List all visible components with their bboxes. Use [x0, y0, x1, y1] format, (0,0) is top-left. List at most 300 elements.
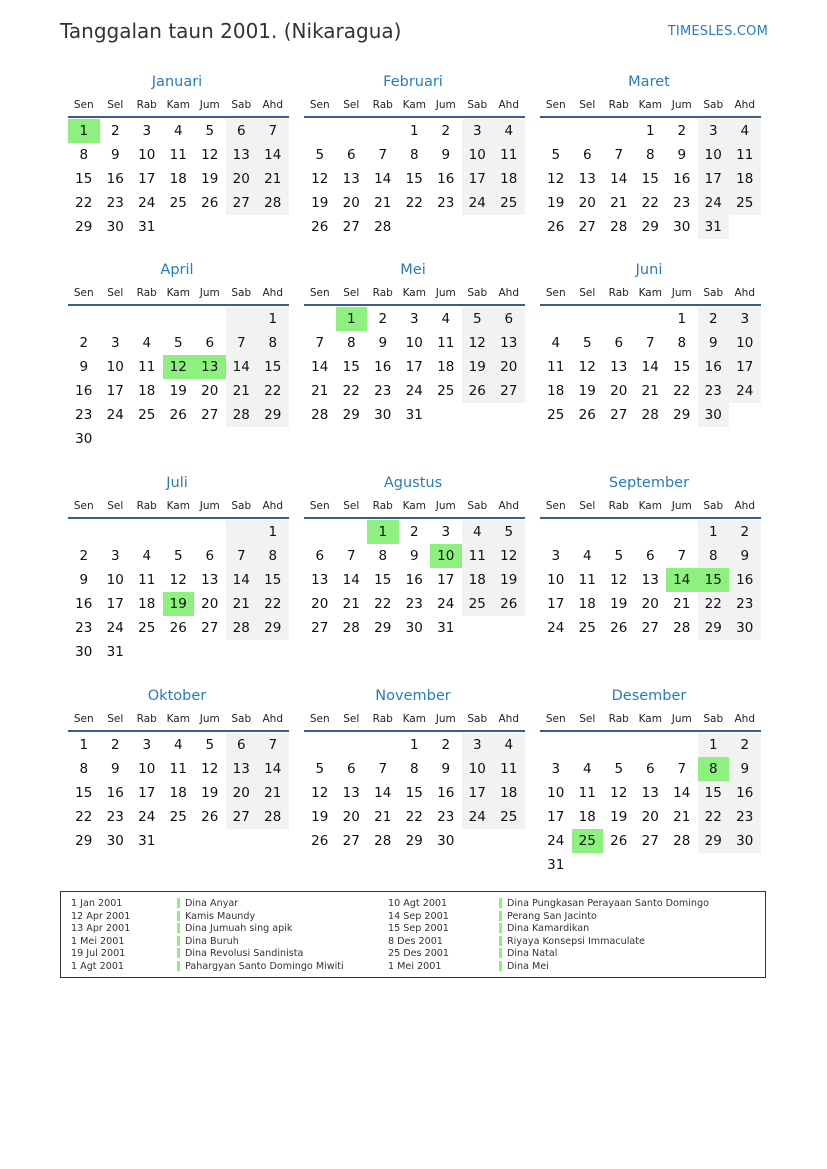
day-cell: 2	[441, 737, 451, 753]
day-cell: 6	[493, 307, 525, 331]
day-cell: 27	[641, 833, 659, 849]
day-cell: 5	[551, 147, 561, 163]
day-cell: 3	[409, 311, 419, 327]
day-cell: 17	[729, 355, 761, 379]
empty-cell	[540, 520, 572, 544]
day-cell: 3	[441, 524, 451, 540]
day-cell: 7	[677, 761, 687, 777]
day-cell: 30	[405, 620, 423, 636]
month-name: Desember	[611, 688, 687, 704]
day-cell: 17	[547, 596, 565, 612]
day-cell: 27	[610, 407, 628, 423]
day-cell: 21	[374, 195, 392, 211]
holiday-legend	[60, 891, 766, 978]
day-cell: 22	[698, 805, 730, 829]
day-cell: 7	[226, 331, 258, 355]
day-cell: 19	[610, 809, 628, 825]
empty-cell	[304, 520, 336, 544]
weekday-label: Sab	[467, 713, 488, 725]
weekday-label: Sen	[73, 287, 94, 299]
day-cell: 15	[698, 781, 730, 805]
day-cell: 8	[257, 544, 289, 568]
day-cell: 4	[173, 737, 183, 753]
day-cell: 18	[138, 383, 156, 399]
empty-cell	[572, 733, 604, 757]
legend-holiday	[177, 911, 344, 924]
month-juni	[537, 258, 761, 427]
day-cell: 18	[169, 785, 187, 801]
day-cell: 8	[677, 335, 687, 351]
day-cell: 24	[547, 620, 565, 636]
day-cell: 15	[374, 572, 392, 588]
day-cell: 14	[257, 143, 289, 167]
weekday-label: Rab	[372, 287, 393, 299]
weekday-header	[304, 495, 525, 519]
day-cell: 27	[641, 620, 659, 636]
day-cell: 17	[106, 383, 124, 399]
day-cell: 11	[169, 147, 187, 163]
day-cell: 8	[378, 548, 388, 564]
day-cell: 26	[578, 407, 596, 423]
day-cell: 12	[610, 785, 628, 801]
legend-date: 15 Sep 2001	[388, 923, 449, 934]
legend-date: 13 Apr 2001	[71, 923, 131, 934]
month-name: Juli	[166, 475, 188, 491]
day-cell: 21	[257, 167, 289, 191]
day-cell: 18	[547, 383, 565, 399]
day-cell: 17	[547, 809, 565, 825]
month-name: April	[160, 262, 194, 278]
weekday-label: Ahd	[498, 287, 519, 299]
weekday-header	[540, 94, 761, 118]
legend-date: 1 Agt 2001	[71, 960, 125, 972]
day-cell: 5	[315, 761, 325, 777]
day-cell: 26	[610, 833, 628, 849]
day-cell: 15	[75, 171, 93, 187]
holiday-day-cell: 12	[163, 355, 195, 379]
day-cell: 2	[110, 737, 120, 753]
day-cell: 1	[409, 123, 419, 139]
day-cell: 21	[257, 781, 289, 805]
day-cell: 28	[641, 407, 659, 423]
day-cell: 6	[315, 548, 325, 564]
day-cell: 30	[673, 219, 691, 235]
day-cell: 7	[614, 147, 624, 163]
day-cell: 19	[462, 355, 494, 379]
day-cell: 16	[405, 572, 423, 588]
day-cell: 15	[405, 171, 423, 187]
month-name: Agustus	[383, 475, 443, 491]
legend-date: 8 Des 2001	[388, 935, 443, 947]
weekday-label: Sen	[545, 500, 566, 512]
holiday-day-cell: 10	[430, 544, 462, 568]
day-cell: 8	[645, 147, 655, 163]
holiday-marker-icon	[499, 923, 502, 933]
day-cell: 14	[673, 785, 691, 801]
day-cell: 11	[578, 572, 596, 588]
weekday-label: Rab	[608, 500, 629, 512]
empty-cell	[603, 119, 635, 143]
day-cell: 23	[405, 596, 423, 612]
holiday-day-cell: 13	[194, 355, 226, 379]
holiday-marker-icon	[177, 948, 180, 958]
day-cell: 21	[610, 195, 628, 211]
day-cell: 20	[226, 781, 258, 805]
weekday-label: Jum	[671, 713, 692, 725]
holiday-marker-icon	[177, 911, 180, 921]
day-cell: 19	[578, 383, 596, 399]
day-cell: 14	[610, 171, 628, 187]
day-cell: 4	[173, 123, 183, 139]
day-cell: 11	[493, 143, 525, 167]
day-cell: 24	[106, 620, 124, 636]
day-cell: 19	[610, 596, 628, 612]
day-cell: 20	[641, 596, 659, 612]
day-cell: 11	[729, 143, 761, 167]
day-cell: 8	[698, 544, 730, 568]
month-name: Februari	[383, 74, 443, 90]
day-cell: 12	[169, 572, 187, 588]
day-cell: 13	[342, 785, 360, 801]
day-cell: 4	[493, 733, 525, 757]
day-cell: 25	[138, 620, 156, 636]
day-cell: 26	[311, 833, 329, 849]
legend-date: 12 Apr 2001	[71, 910, 131, 922]
month-maret	[537, 70, 761, 239]
day-cell: 24	[462, 191, 494, 215]
day-cell: 21	[226, 379, 258, 403]
weekday-header	[304, 282, 525, 306]
day-cell: 21	[311, 383, 329, 399]
weekday-label: Sen	[545, 713, 566, 725]
day-cell: 25	[462, 592, 494, 616]
day-cell: 26	[610, 620, 628, 636]
legend-dates-left	[71, 898, 130, 973]
day-cell: 15	[405, 785, 423, 801]
legend-date: 19 Jul 2001	[71, 948, 126, 959]
day-cell: 24	[405, 383, 423, 399]
day-cell: 28	[226, 616, 258, 640]
day-cell: 13	[610, 359, 628, 375]
holiday-marker-icon	[177, 961, 180, 971]
day-cell: 20	[342, 195, 360, 211]
day-cell: 9	[441, 147, 451, 163]
day-cell: 22	[405, 809, 423, 825]
empty-cell	[572, 119, 604, 143]
day-cell: 12	[610, 572, 628, 588]
day-cell: 24	[462, 805, 494, 829]
brand-link[interactable]: TIMESLES.COM	[667, 24, 768, 39]
day-cell: 1	[677, 311, 687, 327]
month-juli	[65, 471, 289, 664]
legend-holiday	[499, 911, 709, 924]
day-cell: 11	[462, 544, 494, 568]
day-cell: 22	[75, 195, 93, 211]
legend-names-left	[177, 898, 344, 973]
month-februari	[301, 70, 525, 239]
day-cell: 20	[311, 596, 329, 612]
weekday-label: Sel	[343, 287, 360, 299]
month-november	[301, 684, 525, 853]
day-cell: 27	[342, 219, 360, 235]
day-cell: 2	[378, 311, 388, 327]
weekday-label: Ahd	[498, 713, 519, 725]
day-cell: 7	[378, 761, 388, 777]
day-cell: 29	[405, 833, 423, 849]
empty-cell	[603, 733, 635, 757]
empty-cell	[163, 520, 195, 544]
legend-date: 25 Des 2001	[388, 948, 450, 959]
day-cell: 13	[226, 143, 258, 167]
day-cell: 23	[75, 620, 93, 636]
day-cell: 28	[374, 833, 392, 849]
holiday-day-cell: 25	[572, 829, 604, 853]
day-cell: 25	[493, 805, 525, 829]
day-cell: 11	[169, 761, 187, 777]
holiday-day-cell: 14	[666, 568, 698, 592]
day-cell: 14	[641, 359, 659, 375]
weekday-label: Rab	[136, 713, 157, 725]
day-grid	[68, 307, 289, 451]
holiday-marker-icon	[177, 898, 180, 908]
day-cell: 14	[226, 355, 258, 379]
day-grid	[540, 307, 761, 427]
day-grid	[304, 119, 525, 239]
day-cell: 16	[75, 596, 93, 612]
empty-cell	[603, 307, 635, 331]
legend-holiday	[499, 936, 709, 949]
weekday-label: Rab	[372, 713, 393, 725]
legend-holiday	[499, 898, 709, 911]
day-cell: 4	[582, 548, 592, 564]
day-cell: 12	[578, 359, 596, 375]
day-cell: 3	[729, 307, 761, 331]
day-cell: 19	[311, 809, 329, 825]
day-cell: 23	[673, 195, 691, 211]
day-cell: 29	[75, 219, 93, 235]
day-cell: 5	[315, 147, 325, 163]
day-cell: 10	[547, 572, 565, 588]
month-mei	[301, 258, 525, 427]
day-cell: 10	[106, 359, 124, 375]
day-cell: 29	[257, 616, 289, 640]
day-cell: 22	[257, 379, 289, 403]
legend-holiday-name: Kamis Maundy	[185, 910, 256, 922]
day-cell: 17	[405, 359, 423, 375]
day-cell: 27	[201, 620, 219, 636]
day-grid	[304, 307, 525, 427]
weekday-label: Kam	[166, 500, 190, 512]
day-cell: 8	[79, 147, 89, 163]
day-cell: 23	[75, 407, 93, 423]
weekday-label: Ahd	[734, 713, 755, 725]
empty-cell	[100, 520, 132, 544]
day-grid	[540, 119, 761, 239]
day-cell: 11	[493, 757, 525, 781]
day-cell: 25	[169, 809, 187, 825]
day-cell: 16	[698, 355, 730, 379]
legend-date: 1 Mei 2001	[71, 935, 125, 947]
day-cell: 20	[226, 167, 258, 191]
weekday-label: Sab	[703, 500, 724, 512]
day-cell: 3	[551, 761, 561, 777]
holiday-marker-icon	[499, 936, 502, 946]
day-cell: 29	[698, 829, 730, 853]
day-cell: 26	[169, 407, 187, 423]
day-cell: 14	[226, 568, 258, 592]
weekday-label: Kam	[638, 287, 662, 299]
day-cell: 18	[462, 568, 494, 592]
weekday-label: Sel	[579, 287, 596, 299]
empty-cell	[666, 733, 698, 757]
weekday-label: Sen	[309, 287, 330, 299]
day-cell: 23	[698, 379, 730, 403]
weekday-label: Sel	[107, 287, 124, 299]
weekday-label: Rab	[372, 99, 393, 111]
day-cell: 29	[75, 833, 93, 849]
day-cell: 7	[645, 335, 655, 351]
day-cell: 31	[437, 620, 455, 636]
empty-cell	[635, 733, 667, 757]
weekday-label: Sen	[73, 713, 94, 725]
weekday-label: Ahd	[262, 713, 283, 725]
legend-date: 14 Sep 2001	[388, 910, 449, 922]
day-cell: 11	[138, 359, 156, 375]
day-cell: 10	[698, 143, 730, 167]
legend-holiday	[177, 961, 344, 974]
day-cell: 27	[226, 191, 258, 215]
day-cell: 9	[677, 147, 687, 163]
weekday-label: Sab	[703, 287, 724, 299]
day-cell: 25	[493, 191, 525, 215]
day-cell: 30	[75, 644, 93, 660]
day-cell: 22	[698, 592, 730, 616]
day-cell: 30	[106, 219, 124, 235]
day-cell: 31	[138, 219, 156, 235]
day-grid	[304, 520, 525, 640]
weekday-label: Sel	[107, 713, 124, 725]
weekday-label: Sab	[467, 287, 488, 299]
day-cell: 2	[677, 123, 687, 139]
day-cell: 4	[462, 520, 494, 544]
day-cell: 23	[729, 592, 761, 616]
day-cell: 28	[257, 805, 289, 829]
holiday-marker-icon	[499, 948, 502, 958]
weekday-label: Sab	[467, 99, 488, 111]
day-cell: 6	[226, 733, 258, 757]
day-cell: 26	[169, 620, 187, 636]
empty-cell	[367, 733, 399, 757]
weekday-label: Jum	[435, 500, 456, 512]
day-cell: 9	[110, 147, 120, 163]
day-cell: 25	[547, 407, 565, 423]
day-cell: 5	[582, 335, 592, 351]
weekday-header	[540, 708, 761, 732]
empty-cell	[100, 307, 132, 331]
weekday-label: Jum	[199, 500, 220, 512]
weekday-header	[540, 495, 761, 519]
day-cell: 5	[614, 761, 624, 777]
weekday-label: Rab	[136, 500, 157, 512]
weekday-label: Sel	[107, 500, 124, 512]
day-cell: 13	[578, 171, 596, 187]
weekday-label: Ahd	[262, 287, 283, 299]
day-cell: 4	[142, 548, 152, 564]
day-cell: 4	[441, 311, 451, 327]
legend-date: 10 Agt 2001	[388, 898, 448, 909]
weekday-label: Sab	[231, 287, 252, 299]
day-cell: 30	[729, 829, 761, 853]
day-cell: 7	[257, 119, 289, 143]
empty-cell	[336, 520, 368, 544]
day-cell: 11	[138, 572, 156, 588]
day-cell: 26	[462, 379, 494, 403]
day-cell: 10	[405, 335, 423, 351]
weekday-label: Sab	[231, 713, 252, 725]
legend-date: 1 Jan 2001	[71, 898, 123, 909]
empty-cell	[603, 520, 635, 544]
day-cell: 4	[582, 761, 592, 777]
day-cell: 21	[226, 592, 258, 616]
day-cell: 25	[138, 407, 156, 423]
day-cell: 12	[201, 147, 219, 163]
day-cell: 9	[729, 544, 761, 568]
day-cell: 19	[169, 383, 187, 399]
day-cell: 19	[547, 195, 565, 211]
weekday-header	[68, 94, 289, 118]
weekday-label: Jum	[199, 713, 220, 725]
day-cell: 14	[257, 757, 289, 781]
month-name: Januari	[151, 74, 203, 90]
legend-holiday	[177, 898, 344, 911]
day-cell: 29	[374, 620, 392, 636]
day-cell: 31	[547, 857, 565, 873]
weekday-label: Jum	[199, 99, 220, 111]
month-name: Mei	[400, 262, 426, 278]
day-cell: 12	[547, 171, 565, 187]
day-cell: 5	[205, 737, 215, 753]
legend-holiday	[499, 948, 709, 961]
weekday-label: Rab	[608, 99, 629, 111]
weekday-label: Sel	[343, 500, 360, 512]
day-cell: 24	[437, 596, 455, 612]
day-cell: 12	[493, 544, 525, 568]
day-cell: 7	[315, 335, 325, 351]
month-april	[65, 258, 289, 451]
day-cell: 31	[698, 215, 730, 239]
legend-holiday-name: Dina Natal	[507, 948, 558, 959]
day-cell: 22	[75, 809, 93, 825]
day-cell: 2	[110, 123, 120, 139]
weekday-label: Rab	[608, 287, 629, 299]
empty-cell	[666, 520, 698, 544]
day-cell: 23	[106, 195, 124, 211]
day-cell: 24	[729, 379, 761, 403]
day-cell: 16	[75, 383, 93, 399]
page-title: Tanggalan taun 2001. (Nikaragua)	[60, 19, 402, 43]
month-agustus	[301, 471, 525, 640]
day-cell: 26	[201, 809, 219, 825]
day-cell: 17	[698, 167, 730, 191]
weekday-label: Jum	[671, 99, 692, 111]
day-cell: 16	[106, 171, 124, 187]
day-cell: 2	[729, 733, 761, 757]
day-cell: 8	[79, 761, 89, 777]
empty-cell	[367, 119, 399, 143]
day-cell: 16	[437, 171, 455, 187]
day-cell: 29	[342, 407, 360, 423]
weekday-label: Sen	[309, 99, 330, 111]
